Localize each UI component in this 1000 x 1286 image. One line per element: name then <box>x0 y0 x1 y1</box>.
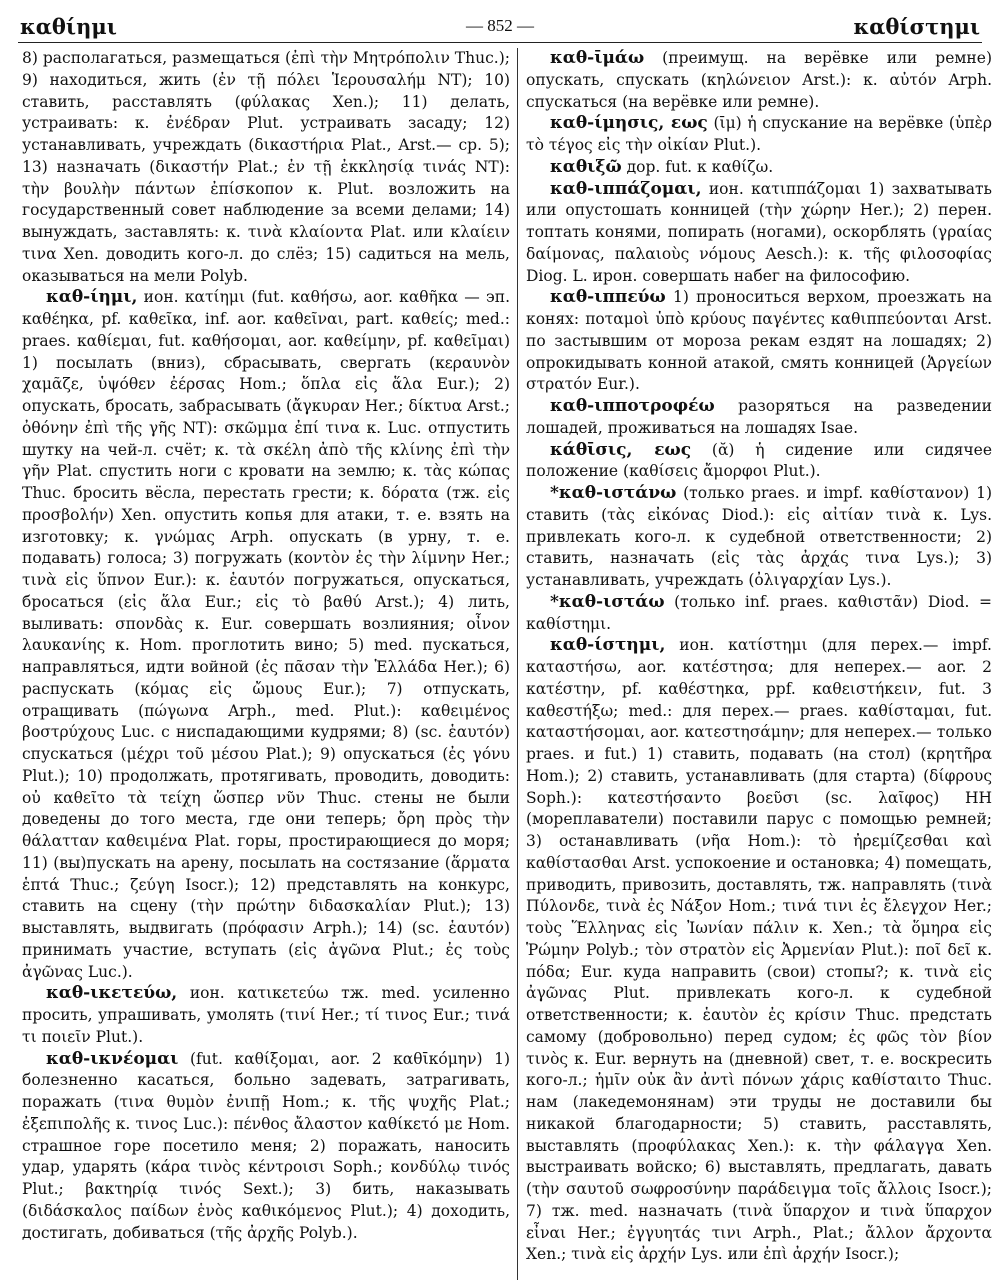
dictionary-entry <box>526 287 992 396</box>
dictionary-entry <box>526 179 992 288</box>
page-header <box>18 12 982 43</box>
entry-body: (только inf. praes. καθιστᾶν) Diod. = καθίστημι. <box>526 592 992 633</box>
entry-headword: καθ-ιπποτροφέω <box>550 396 715 416</box>
dictionary-entry <box>526 483 992 592</box>
entry-body: 1) проноситься верхом, проезжать на конях: ποταμοὶ ὑπὸ κρύους παγέντες καθιππεύονται Arst. по застывшим от мороза рекам ездят на лошадях; 2) опрокидывать конной атакой, смять конницей (Ἀργείων στρατόν Eur.). <box>526 288 992 394</box>
entry-headword: καθ-ίημι, <box>46 287 138 308</box>
entry-body: (ῑμ) ἡ спускание на верёвке (ὑπὲρ τὸ τέγος εἰς τὴν οἰκίαν Plut.). <box>526 114 992 154</box>
column-divider <box>517 48 518 1280</box>
entry-body: ион. κατιππάζομαι 1) захватывать или опустошать конницей (τὴν χώρην Her.); 2) перен. топтать конями, попирать (ногами), оскорблять (γραίας δαίμονας, παλαιοὺς νόμους Aesch.): κ. τῆς φιλοσοφίας Diog. L. ирон. совершать набег на философию. <box>526 179 992 285</box>
entry-headword: κάθῑσις, εως <box>550 439 692 460</box>
entry-headword: *καθ-ιστάω <box>550 591 665 612</box>
entry-headword: *καθ-ιστάνω <box>550 483 677 503</box>
entry-body: 8) располагаться, размещаться (ἐπὶ τὴν Μητρόπολιν Thuc.); 9) находиться, жить (ἐν τῇ πόλει Ἱερουσαλήμ NT); 10) ставить, расставлять (φύλακας Xen.); 11) делать, устраивать: κ. ἐνέδραν Plut. устраивать засаду; 12) устанавливать, учреждать (δικαστήρια Plat., Arst.— ср. 5); 13) назначать (δικαστήν Plat.; ἐν τῇ ἐκκλησίᾳ τινάς NT): τὴν βουλὴν πάντων ἐπίσκοπον κ. Plut. возложить на государственный совет наблюдение за всеми делами; 14) вынуждать, заставлять: κ. τινὰ κλαίοντα Plat. или κλαίειν τινα Xen. доводить кого-л. до слёз; 15) садиться на мель, оказываться на мели Polyb. <box>22 49 510 285</box>
entry-headword: καθ-ῑμάω <box>550 48 645 68</box>
entry-body: ион. κατικετεύω тж. med. усиленно просить, упрашивать, умолять (τινί Her.; τί τινος Eur.; τινά τι ποιεῖν Plut.). <box>22 984 510 1046</box>
entry-headword: καθ-ίμησις, εως <box>550 113 708 134</box>
entry-headword: καθ-ιππεύω <box>550 287 666 308</box>
dictionary-entry <box>526 48 992 113</box>
entry-headword: καθ-ικνέομαι <box>46 1048 179 1069</box>
dictionary-entry <box>526 113 992 157</box>
dictionary-entry <box>22 1049 510 1245</box>
entry-body: ион. κατίστημι (для перех.— impf. καταστήσω, aor. κατέστησα; для неперех.— aor. 2 κατέστην, pf. καθέστηκα, ppf. καθειστήκειν, fut. 3 καθεστήξω; med.: для перех.— praes. καθίσταμαι, fut. καταστήσομαι, aor. κατεστησάμην; для неперех.— только praes. и fut.) 1) ставить, подавать (на стол) (κρητῆρα Hom.); 2) ставить, устанавливать (для старта) (δίφρους Soph.): κατεστήσαντο βοεῦσι (sc. λαῖφος) HH (мореплаватели) поставили парус с помощью ремней; 3) останавливать (νῆα Hom.): τὸ ἠρεμίζεσθαι καὶ καθίστασθαι Arst. успокоение и остановка; 4) помещать, приводить, привозить, доставлять, тж. направлять (τινὰ Πύλονδε, τινὰ ἐς Νάξον Hom.; τινά τινι ἐς ἔλεγχον Her.; τοὺς Ἕλληνας εἰς Ἰωνίαν πάλιν κ. Xen.; τὰ ὅμηρα εἰς Ῥώμην Polyb.; τὸν στρατὸν εἰς Ἀρμενίαν Plut.): ποῖ δεῖ κ. πόδα; Eur. куда направить (свои) стопы?; κ. τινὰ εἰς ἀγῶνας Plut. привлекать кого-л. к судебной ответственности; κ. ἑαυτὸν ἐς κρίσιν Thuc. предстать самому (добровольно) перед судом; ἐς φῶς τὸν βίον τινὸς κ. Eur. вернуть на (дневной) свет, т. е. воскресить кого-л.; ἡμῖν οὐκ ἂν ἀντὶ πόνων χάρις καθίσταιτο Thuc. нам (лакедемонянам) эти труды не доставили бы никакой благодарности; 5) ставить, расставлять, выставлять (προφύλακας Xen.): κ. τὴν φάλαγγα Xen. выстраивать войско; 6) выставлять, предлагать, давать (τὴν σαυτοῦ σωφροσύνην παράδειγμα τοῖς ἄλλοις Isocr.); 7) тж. med. назначать (τινὰ ὕπαρχον и τινὰ ὕπαρχον εἶναι Her.; ἐγγυητάς τινι Arph., Plat.; ἄλλον ἄρχοντα Xen.; τινὰ εἰς ἀρχήν Lys. или ἐπὶ ἀρχήν Isocr.); <box>526 636 992 1264</box>
dictionary-entry <box>22 287 510 983</box>
left-column <box>22 48 510 1280</box>
entry-body: (fut. καθίξομαι, aor. 2 καθῑκόμην) 1) болезненно касаться, больно задевать, затрагивать, поражать (τινα θυμὸν ἐνιπῇ Hom.; κ. τῆς ψυχῆς Plat.; ἐξεπιπολῆς κ. τινος Luc.): πένθος ἄλαστον καθίκετό με Hom. страшное горе посетило меня; 2) поражать, наносить удар, ударять (κάρα τινὸς κέντροισι Soph.; κονδύλῳ τινός Plut.; βακτηρίᾳ τινός Sext.); 3) бить, наказывать (διδάσκαλος παίδων ἑνὸς καθικόμενος Plut.); 4) доходить, достигать, добиваться (τῆς ἀρχῆς Polyb.). <box>22 1049 510 1242</box>
entry-continuation <box>22 48 510 287</box>
dictionary-entry <box>526 440 992 484</box>
running-head-left: καθίημι <box>20 14 117 39</box>
page-number: — 852 — <box>466 16 534 35</box>
entry-body: разоряться на разведении лошадей, проживаться на лошадях Isae. <box>526 397 992 437</box>
entry-headword: καθιξῶ <box>550 156 622 177</box>
entry-headword: καθ-ίστημι, <box>550 635 666 656</box>
entry-body: (преимущ. на верёвке или ремне) опускать, спускать (κηλώνειον Arst.): κ. αὐτόν Arph. спускаться (на верёвке или ремне). <box>526 49 992 111</box>
entry-body: дор. fut. к καθίζω. <box>621 157 774 176</box>
dictionary-entry <box>526 592 992 636</box>
entry-body: (только praes. и impf. καθίστανον) 1) ставить (τὰς εἰκόνας Diod.): εἰς αἰτίαν τινὰ κ. Lys. привлекать кого-л. к судебной ответственности; 2) ставить, назначать (εἰς τὰς ἀρχάς τινα Lys.); 3) устанавливать, учреждать (ὀλιγαρχίαν Lys.). <box>526 484 992 589</box>
left-column-text <box>22 48 510 1244</box>
dictionary-entry <box>526 396 992 440</box>
dictionary-entry <box>526 157 992 179</box>
entry-body: ион. κατίημι (fut. καθήσω, aor. καθῆκα — эп. καθέηκα, pf. καθεῖκα, inf. aor. καθεῖναι, part. καθείς; med.: praes. καθίεμαι, fut. καθήσομαι, aor. καθείμην, pf. καθεῖμαι) 1) посылать (вниз), сбрасывать, свергать (κεραυνὸν χαμᾶζε, ὑψόθεν ἐέρσας Hom.; ὅπλα εἰς ἅλα Eur.); 2) опускать, бросать, забрасывать (ἄγκυραν Her.; δίκτυα Arst.; ὀθόνην ἐπὶ τῆς γῆς NT): σκῶμμα ἐπί τινα κ. Luc. отпустить шутку на чей-л. счёт; κ. τὰ σκέλη ἀπὸ τῆς κλίνης ἐπὶ τὴν γῆν Plat. спустить ноги с кровати на землю; κ. τὰς κώπας Thuc. бросить вёсла, перестать грести; κ. δόρατα (тж. εἰς προσβολήν) Xen. опустить копья для атаки, т. е. взять на изготовку; κ. γνώμας Arph. опускать (в урну, т. е. подавать) голоса; 3) погружать (κοντὸν ἐς τὴν λίμνην Her.; τινὰ εἰς ὕπνον Eur.): κ. ἑαυτόν погружаться, опускаться, бросаться (εἰς ἅλα Eur.; εἰς τὸ βαθύ Arst.); 4) лить, выливать: σπονδὰς κ. Eur. совершать возлияния; οἶνον λαυκανίης κ. Hom. проглотить вино; 5) med. пускаться, направляться, идти войной (ἐς πᾶσαν τὴν Ἑλλάδα Her.); 6) распускать (κόμας εἰς ὤμους Eur.); 7) отпускать, отращивать (πώγωνα Arph., med. Plut.): καθειμένος βοστρύχους Luc. с ниспадающими кудрями; 8) (sc. ἑαυτόν) спускаться (μέχρι τοῦ μέσου Plat.); 9) опускаться (ἐς γόνυ Plut.); 10) продолжать, протягивать, проводить, доводить: οὐ καθεῖτο τὰ τείχη ὥσπερ νῦν Thuc. стены не были доведены до того места, где они теперь; ὄρη πρὸς τὴν θάλατταν καθειμένα Plat. горы, простирающиеся до моря; 11) (вы)пускать на арену, посылать на состязание (ἅρματα ἑπτά Thuc.; ζεύγη Isocr.); 12) представлять на конкурс, ставить на сцену (τὴν πρώτην διδασκαλίαν Plut.); 13) выставлять, выдвигать (πρόφασιν Arph.); 14) (sc. ἑαυτόν) принимать участие, вступать (εἰς ἀγῶνα Plut.; ἐς τοὺς ἀγῶνας Luc.). <box>22 288 510 981</box>
entry-headword: καθ-ικετεύω, <box>46 983 178 1004</box>
running-head-right: καθίστημι <box>853 14 980 39</box>
entry-body: (ᾰ) ἡ сидение или сидячее положение (καθίσεις ἄμορφοι Plut.). <box>526 440 992 481</box>
entry-headword: καθ-ιππάζομαι, <box>550 178 702 199</box>
right-column-text <box>526 48 992 1266</box>
dictionary-entry <box>22 983 510 1048</box>
right-column <box>526 48 992 1280</box>
dictionary-entry <box>526 635 992 1266</box>
dictionary-columns <box>18 48 992 1280</box>
